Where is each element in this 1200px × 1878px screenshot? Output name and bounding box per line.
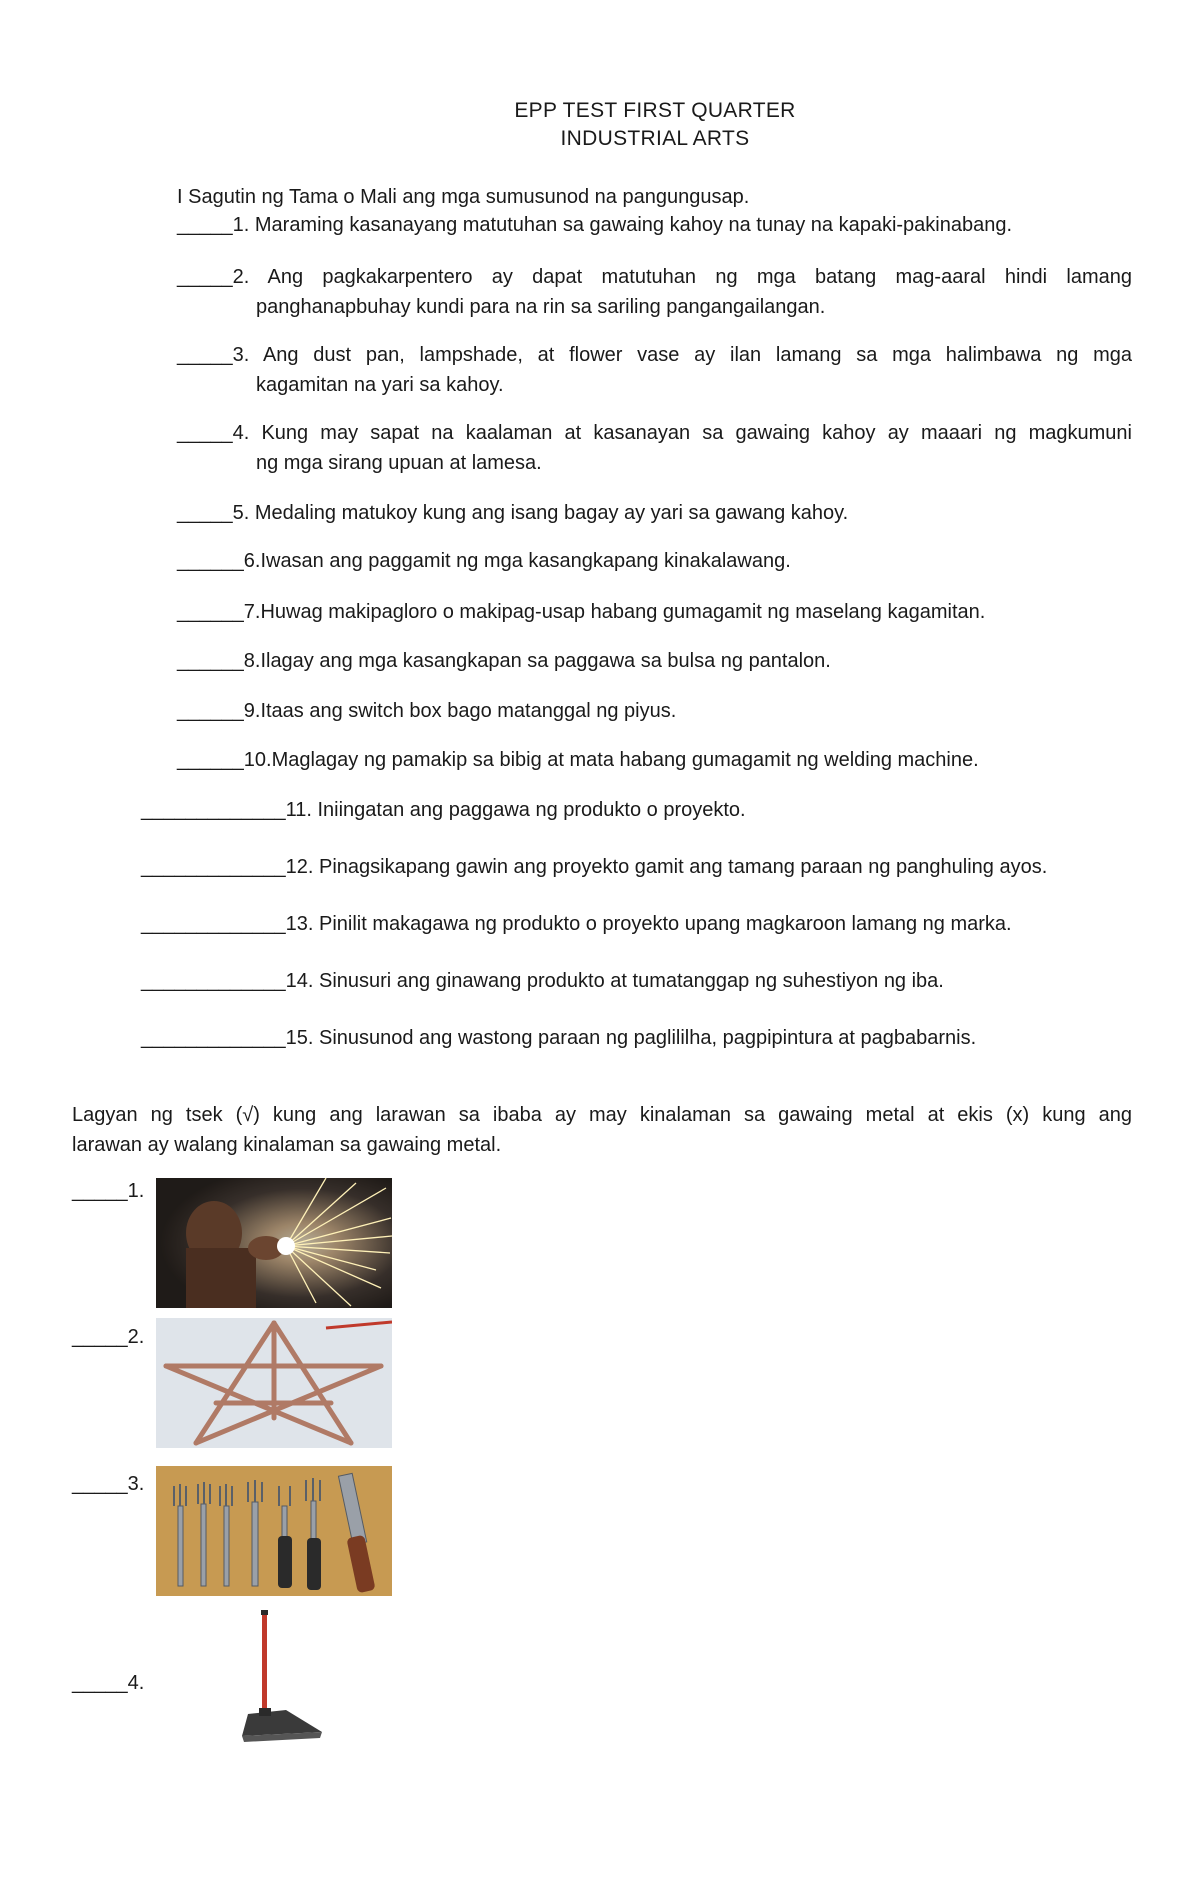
question-1: _____1. Maraming kasanayang matutuhan sa gawaing kahoy na tunay na kapaki-pakinabang. [177, 214, 1013, 236]
picture-item-2-label: _____2. [72, 1326, 145, 1348]
part1-instruction: I Sagutin ng Tama o Mali ang mga sumusunod na pangungusap. [177, 186, 750, 208]
question-7: ______7.Huwag makipagloro o makipag-usap habang gumagamit ng maselang kagamitan. [177, 601, 986, 623]
question-10: ______10.Maglagay ng pamakip sa bibig at mata habang gumagamit ng welding machine. [177, 749, 979, 771]
question-14: _____________14. Sinusuri ang ginawang produkto at tumatanggap ng suhestiyon ng iba. [141, 970, 944, 992]
question-11: _____________11. Iniingatan ang paggawa ng produkto o proyekto. [141, 799, 746, 821]
wooden-star-frame-photo [156, 1318, 392, 1448]
picture-item-4-label: _____4. [72, 1672, 145, 1694]
page-title: EPP TEST FIRST QUARTER [514, 99, 796, 122]
page-subtitle: INDUSTRIAL ARTS [560, 127, 750, 150]
question-8: ______8.Ilagay ang mga kasangkapan sa paggawa sa bulsa ng pantalon. [177, 650, 831, 672]
forks-utensils-photo [156, 1466, 392, 1596]
question-13: _____________13. Pinilit makagawa ng produkto o proyekto upang magkaroon lamang ng marka. [141, 913, 1012, 935]
picture-item-1-label: _____1. [72, 1180, 145, 1202]
question-5: _____5. Medaling matukoy kung ang isang bagay ay yari sa gawang kahoy. [177, 502, 849, 524]
picture-item-3-label: _____3. [72, 1473, 145, 1495]
welding-sparks-photo [156, 1178, 392, 1308]
question-3: _____3. Ang dust pan, lampshade, at flower vase ay ilan lamang sa mga halimbawa ng mga kagamitan na yari sa kahoy. [177, 344, 1132, 396]
part2-instruction: Lagyan ng tsek (√) kung ang larawan sa ibaba ay may kinalaman sa gawaing metal at ekis (x) kung ang larawan ay walang kinalaman sa gawaing metal. [72, 1104, 1132, 1156]
question-6: ______6.Iwasan ang paggamit ng mga kasangkapang kinakalawang. [177, 550, 791, 572]
dust-pan-photo [236, 1610, 336, 1745]
question-12: _____________12. Pinagsikapang gawin ang proyekto gamit ang tamang paraan ng panghuling ayos. [141, 856, 1048, 878]
question-4: _____4. Kung may sapat na kaalaman at kasanayan sa gawaing kahoy ay maaari ng magkumuni ng mga sirang upuan at lamesa. [177, 422, 1132, 474]
question-15: _____________15. Sinusunod ang wastong paraan ng paglililha, pagpipintura at pagbabarnis. [141, 1027, 977, 1049]
question-2: _____2. Ang pagkakarpentero ay dapat matutuhan ng mga batang mag-aaral hindi lamang panghanapbuhay kundi para na rin sa sariling pangangailangan. [177, 266, 1132, 318]
question-9: ______9.Itaas ang switch box bago matanggal ng piyus. [177, 700, 677, 722]
